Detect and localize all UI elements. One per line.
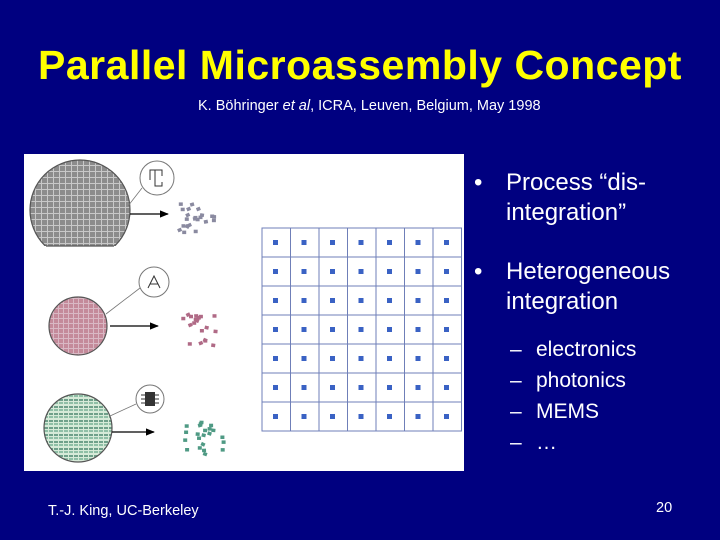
microchip-part <box>185 448 189 452</box>
assembled-chip <box>444 298 449 303</box>
microchip-part <box>212 219 216 223</box>
microchip-part <box>201 433 206 437</box>
microchip-part <box>194 314 198 318</box>
microchip-part <box>210 215 214 219</box>
assembled-chip <box>387 385 392 390</box>
assembled-chip <box>302 414 307 419</box>
assembled-chip <box>359 240 364 245</box>
assembled-chip <box>416 414 421 419</box>
assembled-chip <box>330 298 335 303</box>
microchip-part <box>183 438 187 442</box>
parts-cluster-green <box>183 421 225 457</box>
assembled-chip <box>330 356 335 361</box>
assembled-chip <box>273 385 278 390</box>
bullet-item <box>474 168 714 228</box>
assembled-chip <box>416 385 421 390</box>
microchip-part <box>203 429 207 433</box>
zoom-circle-1 <box>128 161 174 206</box>
bullet-marker: • <box>474 258 483 285</box>
assembled-chip <box>387 269 392 274</box>
assembled-chip <box>330 269 335 274</box>
microchip-part <box>211 343 215 347</box>
assembled-chip <box>273 240 278 245</box>
microchip-part <box>179 202 183 206</box>
microchip-part <box>213 330 217 334</box>
microchip-part <box>177 228 182 233</box>
assembled-chip <box>387 414 392 419</box>
assembled-chip <box>330 327 335 332</box>
sub-bullet-text: electronics <box>536 338 637 361</box>
bullet-item <box>474 257 714 317</box>
assembled-chip <box>416 298 421 303</box>
assembled-chip <box>444 414 449 419</box>
assembled-chip <box>330 240 335 245</box>
microchip-part <box>203 452 208 457</box>
assembled-chip <box>387 327 392 332</box>
microchip-part <box>221 448 225 452</box>
slide-title: Parallel Microassembly Concept <box>38 42 682 88</box>
microchip-part <box>198 341 203 346</box>
citation-authors: K. Böhringer <box>198 98 283 114</box>
microchip-part <box>211 428 215 432</box>
assembled-chip <box>359 414 364 419</box>
pink-wafer <box>49 297 107 355</box>
microchip-part <box>184 431 188 435</box>
assembled-chip <box>273 414 278 419</box>
assembled-chip <box>302 356 307 361</box>
microchip-part <box>198 446 202 450</box>
bullet-text: Heterogeneous integration <box>506 258 671 315</box>
gray-wafer <box>30 160 130 260</box>
assembled-chip <box>359 298 364 303</box>
zoom-circle-3 <box>110 385 164 416</box>
assembled-chip <box>273 356 278 361</box>
assembled-chip <box>387 240 392 245</box>
assembled-chip <box>302 269 307 274</box>
assembled-chip <box>444 356 449 361</box>
assembled-chip <box>359 327 364 332</box>
assembled-chip <box>359 385 364 390</box>
assembled-chip <box>416 327 421 332</box>
assembled-chip <box>273 298 278 303</box>
sub-bullet-text: MEMS <box>536 400 599 423</box>
sub-bullet-marker: – <box>510 369 522 392</box>
microchip-part <box>209 424 213 428</box>
assembled-chip <box>444 327 449 332</box>
sub-bullet-text: … <box>536 431 557 454</box>
microchip-part <box>194 230 198 234</box>
microchip-part <box>186 207 191 212</box>
microchip-part <box>182 231 186 235</box>
microchip-part <box>207 431 212 436</box>
assembled-chip <box>416 356 421 361</box>
microchip-part <box>185 424 189 428</box>
citation-venue: , ICRA, Leuven, Belgium, May 1998 <box>310 98 541 114</box>
microchip-part <box>190 202 195 206</box>
microchip-part <box>193 216 197 220</box>
assembled-chip <box>330 414 335 419</box>
target-substrate-grid <box>262 228 462 431</box>
citation <box>198 98 541 114</box>
microchip-part <box>188 323 193 328</box>
microchip-part <box>194 318 198 322</box>
sub-bullet-item <box>510 396 636 427</box>
microchip-part <box>196 207 201 212</box>
sub-bullet-marker: – <box>510 400 522 423</box>
page-number: 20 <box>656 500 673 516</box>
footer-author: T.-J. King, UC-Berkeley <box>48 503 199 519</box>
parts-cluster-gray <box>177 202 216 234</box>
assembled-chip <box>302 240 307 245</box>
sub-bullet-item <box>510 427 636 458</box>
assembled-chip <box>359 356 364 361</box>
assembled-chip <box>444 240 449 245</box>
microchip-part <box>188 342 192 346</box>
bullet-list <box>474 168 714 346</box>
assembled-chip <box>387 298 392 303</box>
sub-bullet-list <box>510 334 636 458</box>
microchip-part <box>197 436 201 440</box>
assembled-chip <box>302 385 307 390</box>
sub-bullet-marker: – <box>510 431 522 454</box>
sub-bullet-item <box>510 365 636 396</box>
microchip-part <box>222 440 226 444</box>
microchip-part <box>196 432 200 436</box>
microchip-part <box>200 329 204 333</box>
bullet-text: Process “dis-integration” <box>506 169 647 226</box>
microchip-part <box>200 442 205 447</box>
microchip-part <box>185 217 189 221</box>
zoom-circle-2 <box>106 267 169 314</box>
microchip-part <box>213 314 217 318</box>
assembled-chip <box>387 356 392 361</box>
assembled-chip <box>416 269 421 274</box>
assembled-chip <box>444 385 449 390</box>
microassembly-diagram-svg <box>24 154 464 471</box>
assembled-chip <box>302 298 307 303</box>
assembled-chip <box>302 327 307 332</box>
microchip-part <box>185 213 190 218</box>
bullet-marker: • <box>474 169 483 196</box>
assembled-chip <box>359 269 364 274</box>
sub-bullet-item <box>510 334 636 365</box>
assembled-chip <box>444 269 449 274</box>
microchip-part <box>181 208 185 212</box>
microchip-part <box>182 224 186 228</box>
microchip-part <box>202 449 206 453</box>
microassembly-diagram <box>24 154 464 471</box>
citation-et-al: et al <box>282 98 311 114</box>
green-wafer <box>44 394 112 462</box>
assembled-chip <box>273 269 278 274</box>
assembled-chip <box>416 240 421 245</box>
parts-cluster-pink <box>181 312 217 347</box>
sub-bullet-marker: – <box>510 338 522 361</box>
microchip-part <box>204 326 209 330</box>
microchip-part <box>204 220 209 224</box>
microchip-part <box>220 436 224 440</box>
assembled-chip <box>273 327 278 332</box>
assembled-chip <box>330 385 335 390</box>
sub-bullet-text: photonics <box>536 369 626 392</box>
microchip-part <box>200 213 204 217</box>
microchip-part <box>208 427 212 431</box>
microchip-part <box>181 317 185 321</box>
